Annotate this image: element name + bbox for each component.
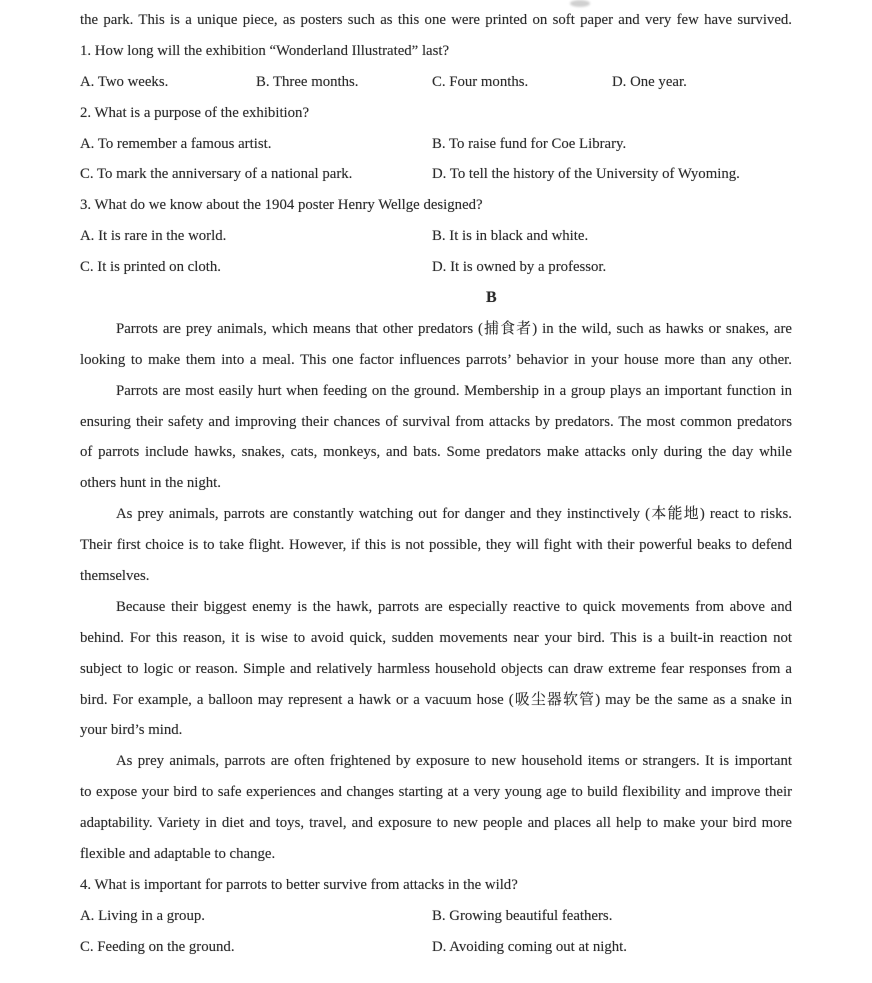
question-4-stem: 4. What is important for parrots to better survive from attacks in the wild? <box>80 876 518 893</box>
question-2-option-d: D. To tell the history of the University of Wyoming. <box>432 166 740 183</box>
passage-b-p4-line-2: behind. For this reason, it is wise to avoid quick, sudden movements near your bird. This is a built-in reaction not <box>80 629 792 646</box>
question-3-options-row-2 <box>80 252 792 283</box>
passage-b-p2-line-1: Parrots are most easily hurt when feeding on the ground. Membership in a group plays an important function in <box>116 382 792 399</box>
passage-b-p5-line-1: As prey animals, parrots are often frightened by exposure to new household items or strangers. It is important <box>116 753 792 770</box>
passage-b-p1-line-1: Parrots are prey animals, which means that other predators (捕食者) in the wild, such as hawks or snakes, are <box>116 320 792 337</box>
passage-b-p1-line-2: looking to make them into a meal. This one factor influences parrots’ behavior in your house more than any other. <box>80 351 792 368</box>
question-2-stem: 2. What is a purpose of the exhibition? <box>80 104 310 121</box>
question-3-option-a: A. It is rare in the world. <box>80 228 227 245</box>
question-2-options-row-2 <box>80 159 792 190</box>
question-4-option-c: C. Feeding on the ground. <box>80 938 235 955</box>
passage-b-p2-line-2: ensuring their safety and improving their chances of survival from attacks by predators. The most common predators <box>80 413 792 430</box>
question-2-option-b: B. To raise fund for Coe Library. <box>432 135 627 152</box>
passage-b-p4-line-4: bird. For example, a balloon may represent a hawk or a vacuum hose (吸尘器软管) may be the same as a snake in <box>80 691 792 708</box>
passage-a-continued-line: the park. This is a unique piece, as posters such as this one were printed on soft paper and very few have survived. <box>80 12 792 28</box>
passage-b-p3-line-2: Their first choice is to take flight. However, if this is not possible, they will fight with their powerful beaks to defend <box>80 537 792 554</box>
passage-b-p2-line-3: of parrots include hawks, snakes, cats, monkeys, and bats. Some predators make attacks only during the day while <box>80 444 792 461</box>
passage-b-p3-line-1: As prey animals, parrots are constantly watching out for danger and they instinctively (本能地) react to risks. <box>116 506 792 523</box>
question-4-options-row-2 <box>80 932 792 963</box>
passage-b-p5-line-2: to expose your bird to safe experiences and changes starting at a very young age to build flexibility and improve their <box>80 784 792 801</box>
question-2-options-row-1 <box>80 129 792 160</box>
question-4-option-a: A. Living in a group. <box>80 907 205 924</box>
passage-b-p4-line-3: subject to logic or reason. Simple and relatively harmless household objects can draw extreme fear responses from a <box>80 660 792 677</box>
question-3-option-c: C. It is printed on cloth. <box>80 259 221 276</box>
passage-b-p5-line-4: flexible and adaptable to change. <box>80 846 276 863</box>
question-3-stem: 3. What do we know about the 1904 poster Henry Wellge designed? <box>80 197 483 214</box>
text-column <box>80 5 792 963</box>
question-1-option-c: C. Four months. <box>432 73 529 90</box>
question-4-option-d: D. Avoiding coming out at night. <box>432 938 627 955</box>
passage-b-p4-line-5: your bird’s mind. <box>80 722 183 739</box>
question-1-stem: 1. How long will the exhibition “Wonderland Illustrated” last? <box>80 42 450 59</box>
question-2-option-c: C. To mark the anniversary of a national park. <box>80 166 353 183</box>
passage-b-p3-line-3: themselves. <box>80 568 150 585</box>
question-1-options <box>80 67 792 98</box>
question-4-options-row-1 <box>80 901 792 932</box>
passage-b-p5-line-3: adaptability. Variety in diet and toys, travel, and exposure to new people and places all help to make your bird more <box>80 815 792 832</box>
question-3-option-d: D. It is owned by a professor. <box>432 259 607 276</box>
question-1-option-b: B. Three months. <box>256 73 359 90</box>
passage-b-p2-line-4: others hunt in the night. <box>80 475 221 492</box>
section-b-header: B <box>486 289 497 307</box>
question-1-option-d: D. One year. <box>612 73 687 90</box>
question-1-option-a: A. Two weeks. <box>80 73 169 90</box>
question-2-option-a: A. To remember a famous artist. <box>80 135 272 152</box>
question-3-option-b: B. It is in black and white. <box>432 228 589 245</box>
question-4-option-b: B. Growing beautiful feathers. <box>432 907 613 924</box>
passage-b-p4-line-1: Because their biggest enemy is the hawk, parrots are especially reactive to quick movements from above and <box>116 598 792 615</box>
question-3-options-row-1 <box>80 221 792 252</box>
